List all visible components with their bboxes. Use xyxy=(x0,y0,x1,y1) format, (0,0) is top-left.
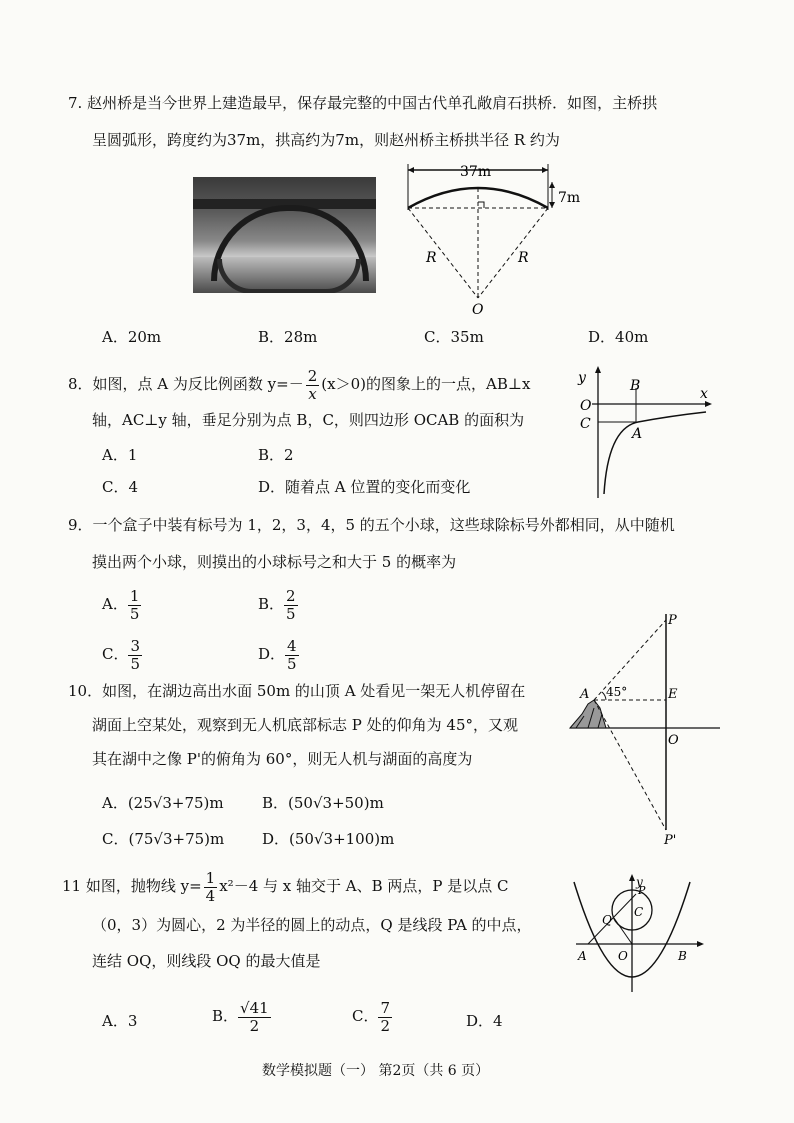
label-point-q: Q xyxy=(602,913,612,927)
label-r-left: R xyxy=(426,250,437,266)
label-span-37m: 37m xyxy=(460,164,492,180)
q9-option-b[interactable]: B． $\frac{2}{5}$ xyxy=(258,587,296,623)
label-r-right: R xyxy=(518,250,529,266)
q11-parabola-diagram xyxy=(566,872,706,996)
q10-stem-line1: 10．如图，在湖边高出水面 50m 的山顶 A 处看见一架无人机停留在 xyxy=(68,682,526,700)
q7-option-a[interactable]: A．20m xyxy=(102,328,162,346)
q9-stem-line1: 9．一个盒子中装有标号为 1，2，3，4，5 的五个小球，这些球除标号外都相同，从中随机 xyxy=(68,516,675,534)
label-center-c: C xyxy=(634,905,644,919)
q10-option-c[interactable]: C．(75√3+75)m xyxy=(102,830,225,848)
label-point-c: C xyxy=(580,416,591,432)
label-point-p: P xyxy=(668,613,677,628)
q7-option-b[interactable]: B．28m xyxy=(258,328,318,346)
q8-stem-line2: 轴，AC⊥y 轴，垂足分别为点 B，C，则四边形 OCAB 的面积为 xyxy=(92,411,525,429)
page-footer: 数学模拟题（一） 第2页（共 6 页） xyxy=(262,1063,490,1079)
label-point-a: A xyxy=(580,687,590,702)
label-point-b: B xyxy=(630,378,641,394)
q11-option-a[interactable]: A．3 xyxy=(102,1012,138,1030)
q11-option-c[interactable]: C． $\frac{7}{2}$ xyxy=(352,999,391,1035)
label-point-p: P xyxy=(638,884,646,897)
label-origin-o: O xyxy=(668,733,679,748)
q11-stem-line3: 连结 OQ，则线段 OQ 的最大值是 xyxy=(92,952,321,970)
label-point-e: E xyxy=(668,687,678,702)
q8-option-d[interactable]: D．随着点 A 位置的变化而变化 xyxy=(258,478,471,496)
label-origin-o: O xyxy=(580,398,592,414)
label-height-7m: 7m xyxy=(558,190,581,206)
label-axis-x: x xyxy=(700,386,708,402)
q11-option-d[interactable]: D．4 xyxy=(466,1012,503,1030)
q7-option-c[interactable]: C．35m xyxy=(424,328,484,346)
q9-option-c[interactable]: C． $\frac{3}{5}$ xyxy=(102,637,141,673)
q10-option-d[interactable]: D．(50√3+100)m xyxy=(262,830,395,848)
q10-option-a[interactable]: A．(25√3+75)m xyxy=(102,794,224,812)
q8-hyperbola-diagram xyxy=(570,362,720,502)
label-angle-45: 45° xyxy=(606,685,628,699)
zhaozhou-bridge-photo xyxy=(193,177,376,293)
q7-option-d[interactable]: D．40m xyxy=(588,328,649,346)
q10-option-b[interactable]: B．(50√3+50)m xyxy=(262,794,384,812)
q7-stem-line2: 呈圆弧形，跨度约为37m，拱高约为7m，则赵州桥主桥拱半径 R 约为 xyxy=(92,131,560,149)
q9-option-a[interactable]: A． $\frac{1}{5}$ xyxy=(102,587,140,623)
label-point-b: B xyxy=(678,949,687,963)
q8-option-c[interactable]: C．4 xyxy=(102,478,139,496)
label-origin-o: O xyxy=(618,949,628,963)
label-axis-y: y xyxy=(636,875,643,889)
label-point-a: A xyxy=(578,949,587,963)
q10-stem-line3: 其在湖中之像 P'的俯角为 60°，则无人机与湖面的高度为 xyxy=(92,750,473,768)
label-point-a: A xyxy=(632,426,643,442)
q11-option-b[interactable]: B． $\frac{√41}{2}$ xyxy=(212,999,269,1035)
q9-option-d[interactable]: D． $\frac{4}{5}$ xyxy=(258,637,297,673)
q11-stem-line2: （0，3）为圆心，2 为半径的圆上的动点，Q 是线段 PA 的中点， xyxy=(92,916,532,934)
q10-drone-diagram xyxy=(560,600,730,850)
q9-stem-line2: 摸出两个小球，则摸出的小球标号之和大于 5 的概率为 xyxy=(92,553,457,571)
q8-option-b[interactable]: B．2 xyxy=(258,446,294,464)
q8-option-a[interactable]: A．1 xyxy=(102,446,138,464)
q8-stem-line1: 8．如图，点 A 为反比例函数 y=－ $\frac{2}{x}$ (x＞0)的图象上的一点，AB⊥x xyxy=(68,367,531,403)
label-center-o: O xyxy=(472,302,484,318)
q7-arch-diagram xyxy=(400,160,600,320)
q10-stem-line2: 湖面上空某处，观察到无人机底部标志 P 处的仰角为 45°，又观 xyxy=(92,716,518,734)
q11-stem-line1: 11 如图，抛物线 y= $\frac{1}{4}$ x²－4 与 x 轴交于 A、B 两点，P 是以点 C xyxy=(62,869,509,905)
q7-stem-line1: 7. 赵州桥是当今世界上建造最早，保存最完整的中国古代单孔敞肩石拱桥．如图，主桥拱 xyxy=(68,94,658,112)
label-point-p-prime: P' xyxy=(664,833,677,848)
label-axis-y: y xyxy=(578,370,586,386)
